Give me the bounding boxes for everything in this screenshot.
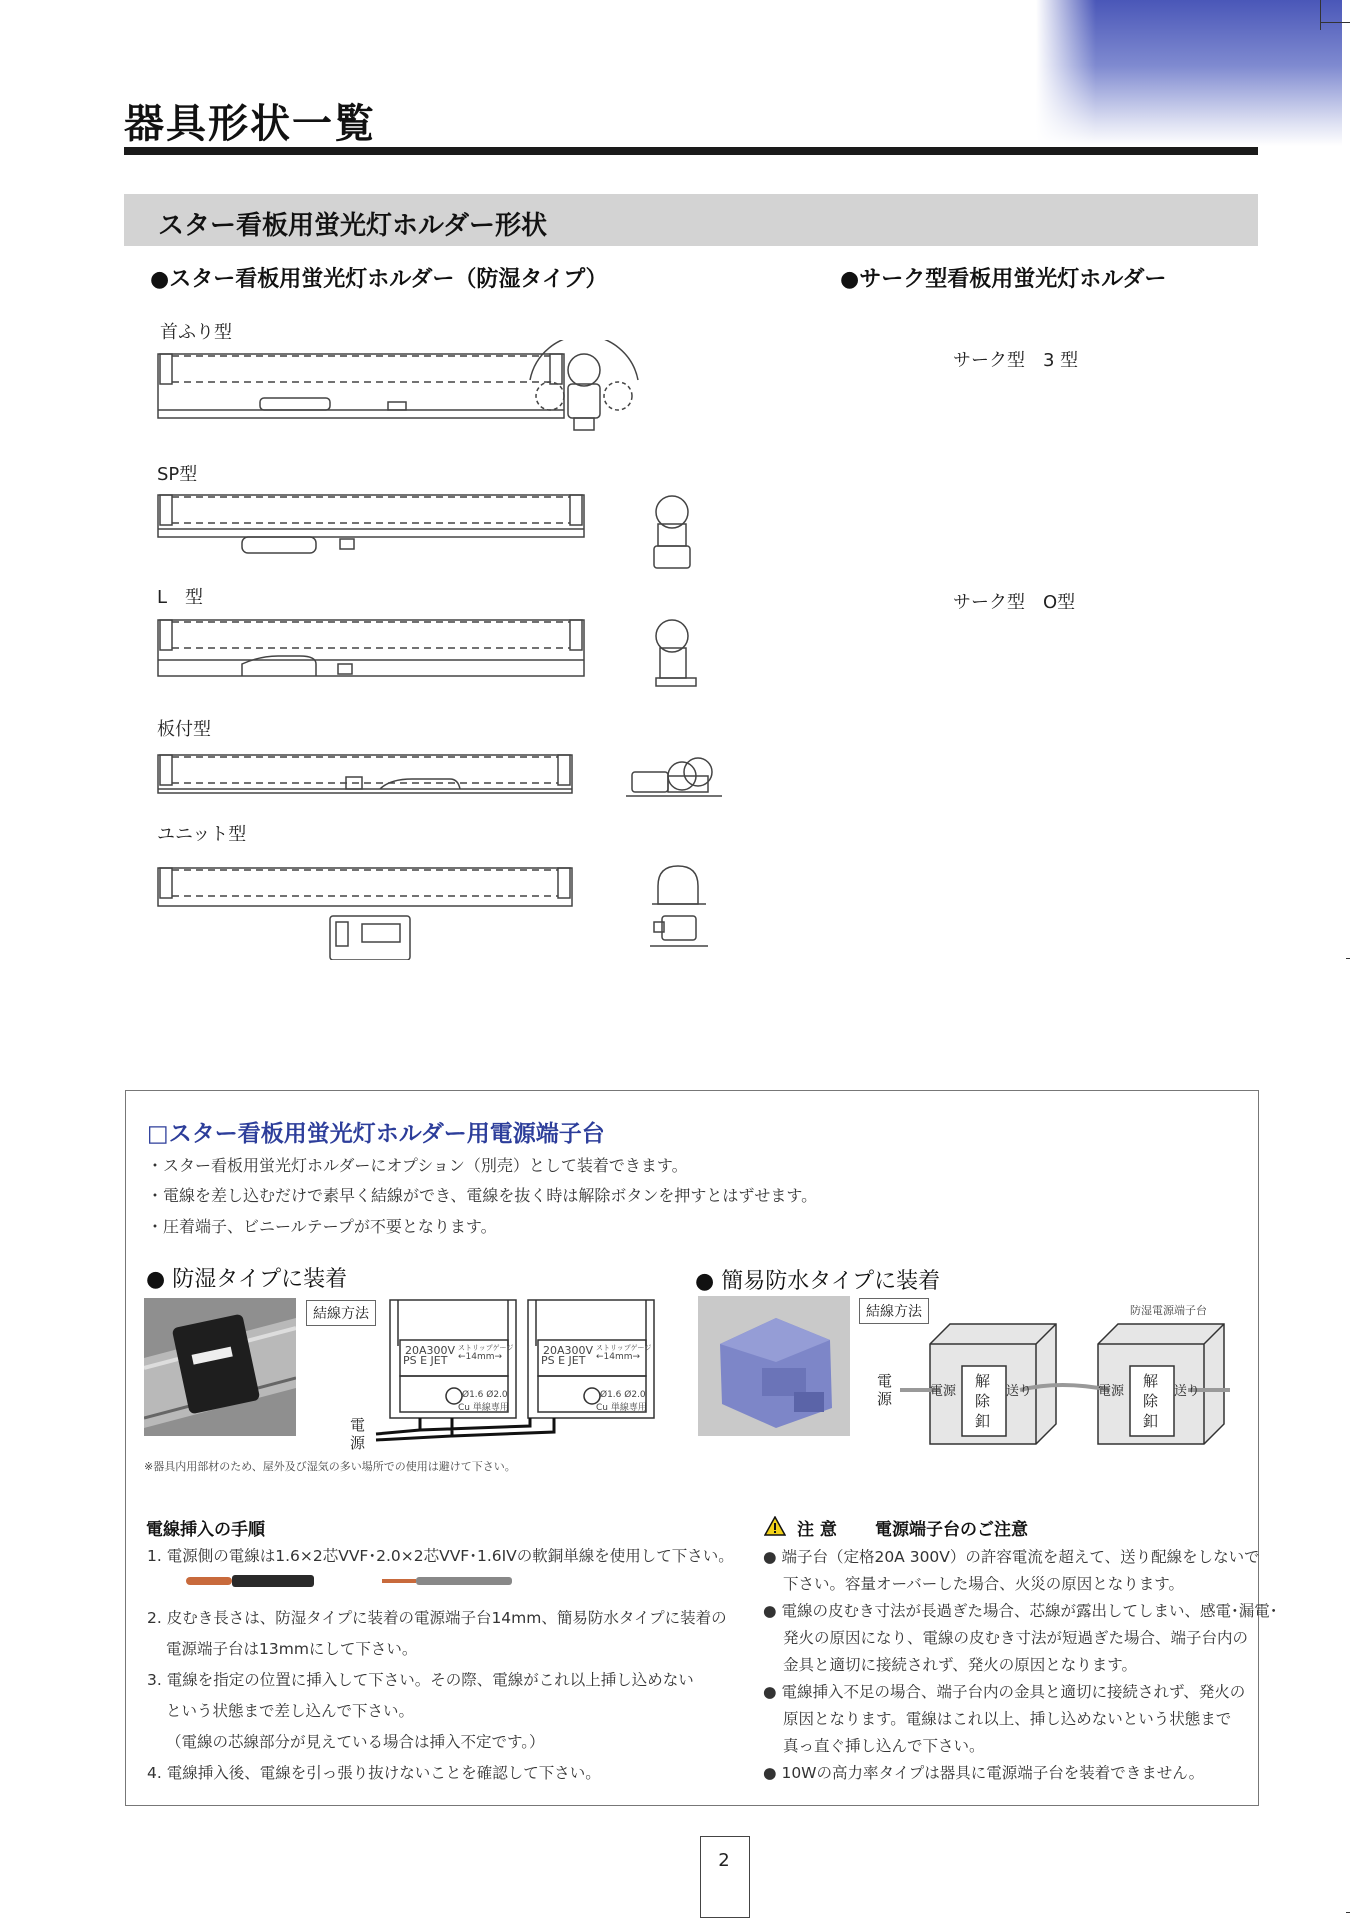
block-label-power: 電源: [930, 1384, 957, 1399]
waterproof-terminal-photo: [698, 1296, 850, 1436]
l-side-drawing: [158, 620, 584, 676]
crop-mark: [1346, 1912, 1350, 1913]
option-heading: □スター看板用蛍光灯ホルダー用電源端子台: [147, 1121, 605, 1147]
moisture-heading: ● 防湿タイプに装着: [146, 1267, 348, 1292]
title-rule: [124, 147, 1258, 155]
page-title: 器具形状一覧: [124, 101, 376, 147]
terminal-text: PS E JET: [403, 1354, 448, 1367]
sp-side-drawing: [158, 495, 584, 553]
block-label-release: 解: [1143, 1372, 1159, 1390]
procedure-step: 3. 電線を指定の位置に挿入して下さい。その際、電線がこれ以上挿し込めない: [147, 1671, 694, 1689]
type-label-itatsuke: 板付型: [157, 719, 211, 740]
wire-illustration: [150, 1572, 530, 1590]
moisture-terminal-photo: [144, 1298, 296, 1436]
caution-line: ● 電線の皮むき寸法が長過ぎた場合、芯線が露出してしまい、感電･漏電･: [763, 1602, 1278, 1620]
terminal-text: 20A300V: [543, 1344, 594, 1357]
block-label-power: 電源: [1098, 1384, 1125, 1399]
block-label-release: 解: [975, 1372, 991, 1390]
procedure-step: 電源端子台は13mmにして下さい。: [166, 1640, 418, 1658]
page-number-box: [700, 1836, 750, 1918]
itatsuke-side-drawing: [158, 755, 572, 793]
power-label-right: 源: [877, 1390, 893, 1408]
block-label-send: 送り: [1174, 1384, 1201, 1399]
section-title: スター看板用蛍光灯ホルダー形状: [158, 211, 547, 241]
procedure-step: 1. 電源側の電線は1.6×2芯VVF･2.0×2芯VVF･1.6IVの軟銅単線を使用して下さい。: [147, 1547, 734, 1565]
option-bullet: ・圧着端子、ビニールテープが不要となります。: [147, 1217, 497, 1236]
terminal-text: ←14mm→: [596, 1352, 641, 1362]
wiring-tag-left: 結線方法: [306, 1300, 376, 1326]
l-front-drawing: [656, 620, 696, 686]
caution-line: 下さい。容量オーバーした場合、火災の原因となります。: [783, 1575, 1184, 1593]
circ-label-o: サーク型 O型: [953, 592, 1076, 613]
terminal-text: 20A300V: [405, 1344, 456, 1357]
procedure-step: （電線の芯線部分が見えている場合は挿入不定です。）: [166, 1733, 545, 1751]
block-label-release: 除: [975, 1392, 991, 1410]
type-label-l: L 型: [157, 587, 204, 608]
warning-icon: [764, 1516, 786, 1536]
block-label-release: 釦: [1143, 1412, 1159, 1430]
type-label-kubifuri: 首ふり型: [160, 322, 232, 343]
terminal-text: Ø1.6 Ø2.0: [600, 1390, 646, 1400]
wiring-tag-right: 結線方法: [859, 1298, 929, 1324]
power-label: 電: [350, 1416, 366, 1434]
option-bullet: ・スター看板用蛍光灯ホルダーにオプション（別売）として装着できます。: [147, 1156, 688, 1175]
caution-line: ● 10Wの高力率タイプは器具に電源端子台を装着できません。: [763, 1764, 1205, 1782]
sp-front-drawing: [654, 496, 690, 568]
itatsuke-front-drawing: [626, 758, 722, 796]
page-number: 2: [718, 1850, 730, 1871]
caution-line: ● 電線挿入不足の場合、端子台内の金具と適切に接続されず、発火の: [763, 1683, 1246, 1701]
device-label: 防湿電源端子台: [1130, 1304, 1207, 1317]
caution-mark: 注 意: [797, 1520, 837, 1540]
caution-line: ● 端子台（定格20A 300V）の許容電流を超えて、送り配線をしないで: [763, 1548, 1260, 1566]
right-heading: ●サーク型看板用蛍光灯ホルダー: [840, 267, 1167, 292]
terminal-text: ストリップゲージ: [596, 1344, 652, 1352]
power-label: 源: [350, 1434, 366, 1452]
procedure-step: という状態まで差し込んで下さい。: [166, 1702, 415, 1720]
caution-line: 真っ直ぐ挿し込んで下さい。: [783, 1737, 985, 1755]
procedure-title: 電線挿入の手順: [146, 1520, 265, 1540]
terminal-text: Cu 単線専用: [458, 1403, 509, 1413]
procedure-step: 4. 電線挿入後、電線を引っ張り抜けないことを確認して下さい。: [147, 1764, 601, 1782]
terminal-text: Cu 単線専用: [596, 1403, 647, 1413]
holder-drawings: [150, 340, 750, 960]
block-label-release: 除: [1143, 1392, 1159, 1410]
terminal-text: PS E JET: [541, 1354, 586, 1367]
type-label-sp: SP型: [157, 464, 198, 485]
terminal-text: ストリップゲージ: [458, 1344, 514, 1352]
unit-front-drawing: [650, 866, 708, 946]
terminal-text: ←14mm→: [458, 1352, 503, 1362]
type-label-unit: ユニット型: [157, 824, 247, 845]
caution-line: 金具と適切に接続されず、発火の原因となります。: [783, 1656, 1138, 1674]
caution-line: 原因となります。電線はこれ以上、挿し込めないという状態まで: [783, 1710, 1232, 1728]
power-label-right: 電: [877, 1372, 893, 1390]
terminal-text: Ø1.6 Ø2.0: [462, 1390, 508, 1400]
block-label-send: 送り: [1006, 1384, 1033, 1399]
moisture-wiring-diagram: [340, 1296, 660, 1444]
circ-label-3: サーク型 3 型: [953, 350, 1079, 371]
waterproof-heading: ● 簡易防水タイプに装着: [695, 1269, 941, 1294]
caution-line: 発火の原因になり、電線の皮むき寸法が短過ぎた場合、端子台内の: [783, 1629, 1249, 1647]
usage-note: ※器具内用部材のため、屋外及び湿気の多い場所での使用は避けて下さい。: [144, 1460, 516, 1473]
crop-mark: [1346, 958, 1350, 959]
crop-mark: [1320, 0, 1321, 30]
header-corner-fade: [1036, 0, 1096, 146]
unit-side-drawing: [158, 868, 572, 960]
caution-title: 電源端子台のご注意: [875, 1520, 1028, 1540]
left-heading: ●スター看板用蛍光灯ホルダー（防湿タイプ）: [150, 267, 608, 292]
crop-mark: [1320, 22, 1350, 23]
option-bullet: ・電線を差し込むだけで素早く結線ができ、電線を抜く時は解除ボタンを押すとはずせます。: [147, 1186, 818, 1205]
kubifuri-side-drawing: [158, 354, 564, 418]
procedure-step: 2. 皮むき長さは、防湿タイプに装着の電源端子台14mm、簡易防水タイプに装着の: [147, 1609, 727, 1627]
block-label-release: 釦: [975, 1412, 991, 1430]
